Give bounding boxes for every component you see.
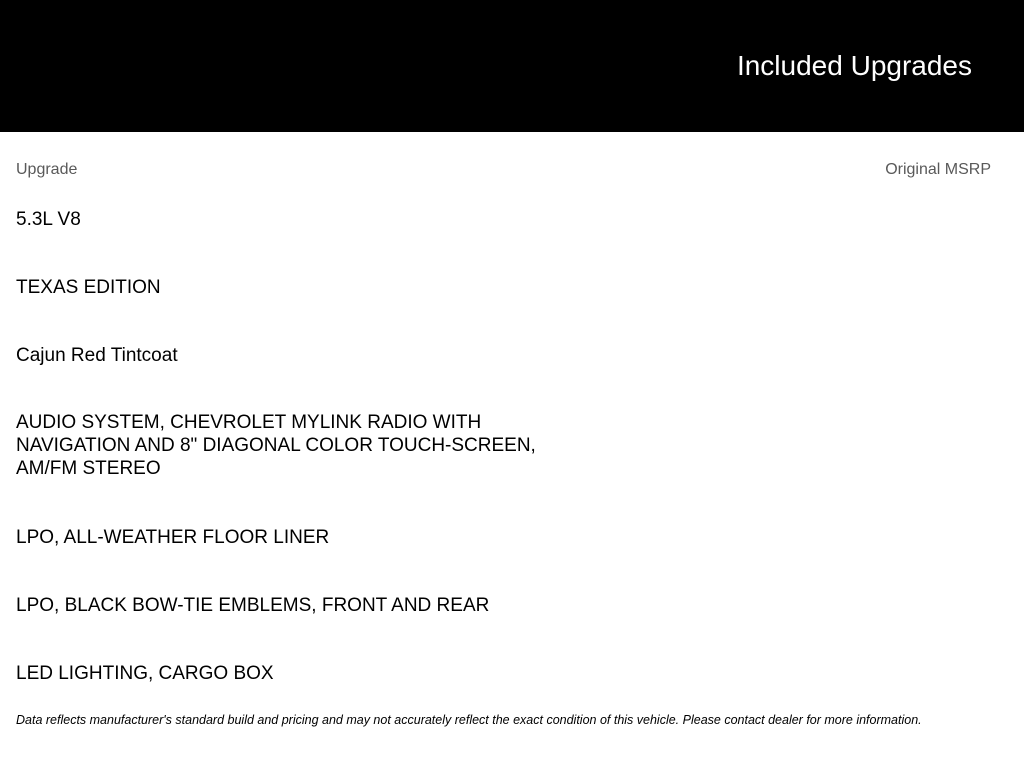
header-bar: [0, 0, 1024, 132]
upgrade-name: LED LIGHTING, CARGO BOX: [16, 663, 274, 684]
disclaimer-text: Data reflects manufacturer's standard build and pricing and may not accurately reflect the exact condition of this vehicle. Please contact dealer for more information.: [16, 713, 922, 727]
upgrade-name: 5.3L V8: [16, 209, 81, 230]
upgrade-name: LPO, BLACK BOW-TIE EMBLEMS, FRONT AND REAR: [16, 595, 490, 616]
upgrade-name: LPO, ALL-WEATHER FLOOR LINER: [16, 527, 330, 548]
page-title: Included Upgrades: [736, 50, 972, 81]
column-header-upgrade: Upgrade: [16, 161, 78, 178]
upgrade-name: TEXAS EDITION: [16, 277, 161, 298]
column-header-msrp: Original MSRP: [885, 161, 991, 178]
upgrade-name: Cajun Red Tintcoat: [16, 345, 178, 366]
upgrade-name: AUDIO SYSTEM, CHEVROLET MYLINK RADIO WITH NAVIGATION AND 8" DIAGONAL COLOR TOUCH-SCREEN, AM/FM STEREO: [16, 412, 536, 479]
